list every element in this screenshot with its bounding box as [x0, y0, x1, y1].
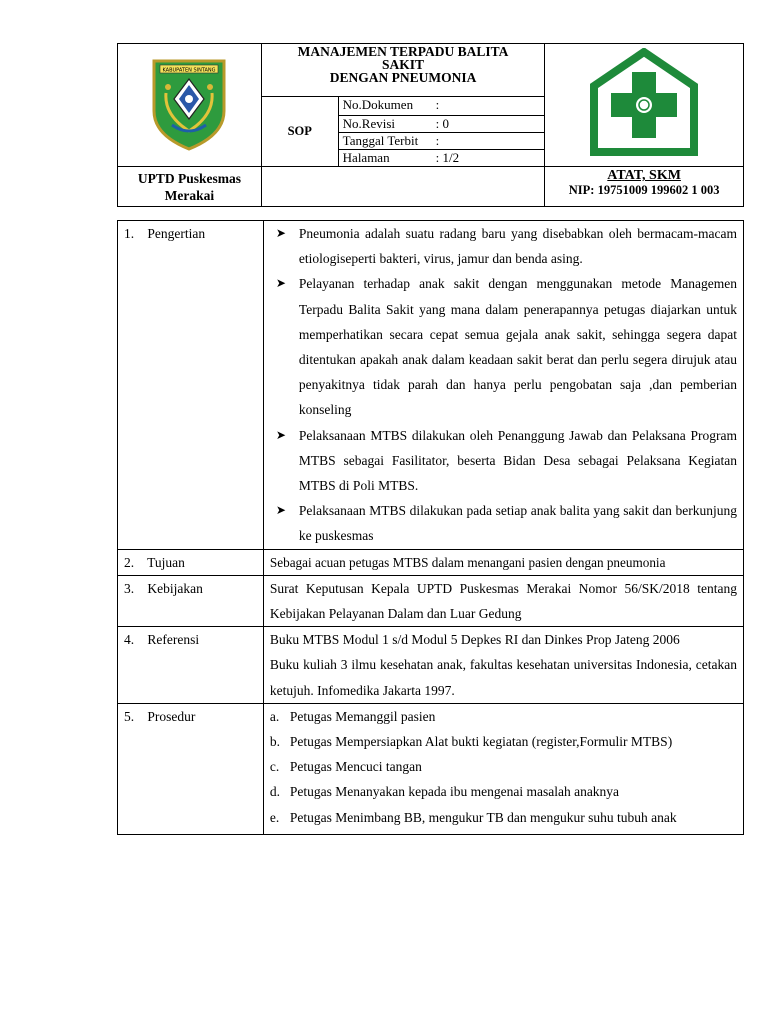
section-label: 2. Tujuan: [118, 549, 264, 575]
sop-label: SOP: [261, 97, 338, 167]
bullet-item: ➤ Pneumonia adalah suatu radang baru yang disebabkan oleh bermacam-macam etiologiseperti bakteri, virus, jamur dan benda asing.: [270, 221, 737, 271]
procedure-step: c. Petugas Mencuci tangan: [269, 759, 422, 775]
section-tujuan: [118, 549, 744, 575]
puskesmas-logo: [584, 48, 704, 158]
section-pengertian: [118, 221, 744, 550]
reference-item: Buku kuliah 3 ilmu kesehatan anak, fakultas kesehatan universitas Indonesia, cetakan ketujuh. Infomedika Jakarta 1997.: [269, 657, 737, 698]
document-title: MANAJEMEN TERPADU BALITA SAKIT DENGAN PNEUMONIA: [261, 44, 544, 97]
section-body: [263, 703, 743, 834]
meta-halaman: Halaman : 1/2: [338, 150, 545, 167]
meta-tanggal-terbit: Tanggal Terbit :: [338, 133, 545, 150]
procedure-step: d. Petugas Menanyakan kepada ibu mengenai masalah anaknya: [269, 784, 620, 800]
meta-no-revisi: No.Revisi : 0: [338, 116, 545, 133]
sop-content-table: [117, 220, 744, 835]
section-body: [263, 221, 743, 550]
section-body: [263, 627, 743, 704]
bullet-item: ➤ Pelaksanaan MTBS dilakukan pada setiap anak balita yang sakit dan berkunjung ke puskesmas: [270, 498, 737, 548]
section-body: Surat Keputusan Kepala UPTD Puskesmas Merakai Nomor 56/SK/2018 tentang Kebijakan Pelayanan Dalam dan Luar Gedung: [263, 575, 743, 626]
section-label: 1. Pengertian: [118, 221, 264, 550]
section-referensi: [118, 627, 744, 704]
section-kebijakan: [118, 575, 744, 626]
blank-cell: [261, 167, 544, 207]
reference-item: Buku MTBS Modul 1 s/d Modul 5 Depkes RI dan Dinkes Prop Jateng 2006: [269, 632, 680, 648]
arrow-bullet-icon: ➤: [275, 226, 286, 240]
section-body: Sebagai acuan petugas MTBS dalam menangani pasien dengan pneumonia: [263, 549, 743, 575]
unit-name: UPTD Puskesmas Merakai: [118, 167, 262, 207]
procedure-step: e. Petugas Menimbang BB, mengukur TB dan mengukur suhu tubuh anak: [269, 809, 677, 825]
section-label: 3. Kebijakan: [118, 575, 264, 626]
signer-name: ATAT, SKM: [607, 168, 681, 183]
sop-header-table: [117, 43, 744, 207]
signer-nip: NIP: 19751009 199602 1 003: [568, 183, 720, 197]
arrow-bullet-icon: ➤: [275, 276, 286, 291]
arrow-bullet-icon: ➤: [275, 427, 286, 442]
procedure-step: a. Petugas Memanggil pasien: [269, 708, 436, 724]
signer-block: [545, 167, 744, 207]
section-label: 5. Prosedur: [118, 703, 264, 834]
svg-text:KABUPATEN SINTANG: KABUPATEN SINTANG: [162, 67, 216, 74]
procedure-step: b. Petugas Mempersiapkan Alat bukti kegiatan (register,Formulir MTBS): [269, 734, 673, 750]
section-prosedur: [118, 703, 744, 834]
bullet-item: ➤ Pelayanan terhadap anak sakit dengan menggunakan metode Managemen Terpadu Balita Sakit yang mana dalam penerapannya petugas diajarkan untuk memperhatikan secara cepat semua gejala anak sakit, sehingga segera dapat ditentukan apakah anak dalam keadaan sakit berat dan perlu segera dirujuk atau penyakitnya tidak parah dan hanya perlu pengobatan saja ,dan pemberian konseling: [270, 271, 737, 422]
regency-coat-of-arms-logo: [144, 53, 234, 153]
regency-logo-cell: [118, 44, 262, 167]
arrow-bullet-icon: ➤: [275, 503, 286, 518]
section-label: 4. Referensi: [118, 627, 264, 704]
meta-no-dokumen: No.Dokumen :: [338, 97, 545, 116]
puskesmas-logo-cell: [545, 44, 744, 167]
bullet-item: ➤ Pelaksanaan MTBS dilakukan oleh Penanggung Jawab dan Pelaksana Program MTBS sebagai Fasilitator, beserta Bidan Desa sebagai Pelaksana Kegiatan MTBS di Poli MTBS.: [270, 423, 737, 499]
